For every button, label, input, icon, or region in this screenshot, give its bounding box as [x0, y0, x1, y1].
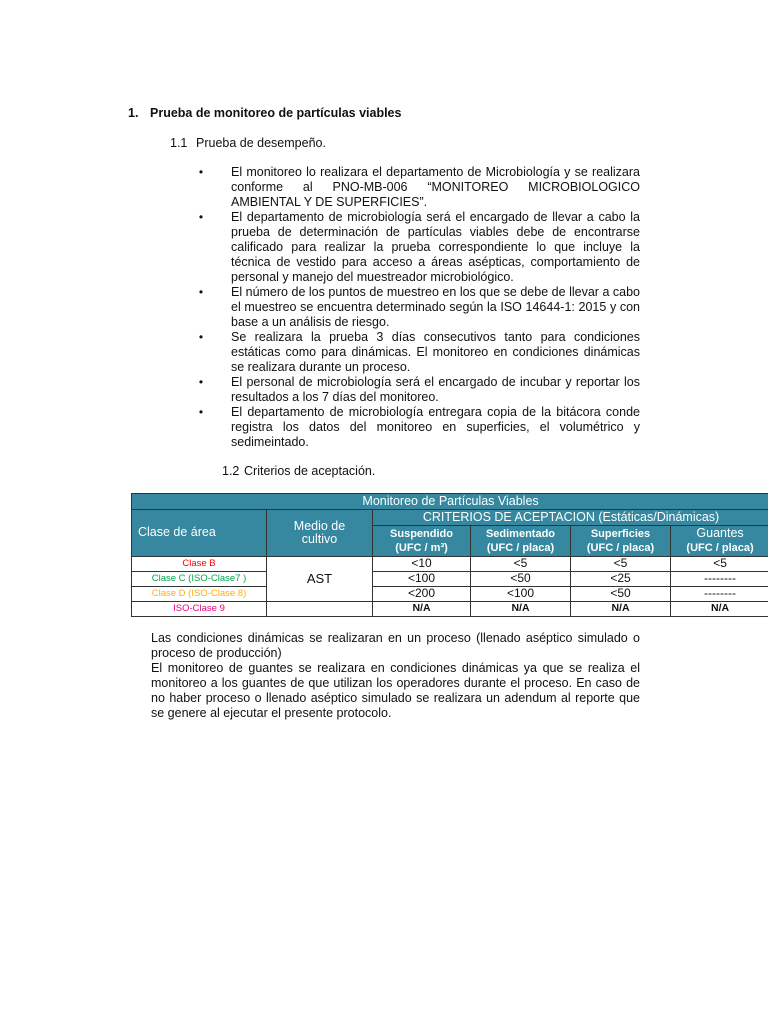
superficies-cell: <50 [571, 587, 671, 602]
list-item [196, 375, 640, 405]
list-item [196, 285, 640, 330]
medio-cell: AST [267, 557, 373, 602]
subsection-heading [170, 136, 326, 150]
notes-paragraphs [151, 631, 640, 721]
list-item [196, 210, 640, 285]
section-number: 1. [128, 106, 139, 120]
header-sedimentado [471, 526, 571, 557]
header-guantes-unit: (UFC / placa) [686, 541, 754, 554]
paragraph: Las condiciones dinámicas se realizaran en un proceso (llenado aséptico simulado o proceso de producción) [151, 631, 640, 660]
sedimentado-cell: N/A [471, 602, 571, 617]
table-row [132, 572, 768, 587]
list-item [196, 330, 640, 375]
superficies-cell: <25 [571, 572, 671, 587]
section-heading [128, 106, 401, 120]
header-guantes [671, 526, 768, 557]
list-item-text: El personal de microbiología será el encargado de incubar y reportar los resultados a los 7 días del monitoreo. [231, 375, 640, 404]
table-title: Monitoreo de Partículas Viables [132, 494, 768, 510]
suspendido-cell: N/A [373, 602, 471, 617]
bullet-icon: • [198, 405, 204, 419]
suspendido-cell: <200 [373, 587, 471, 602]
bullet-icon: • [198, 375, 204, 389]
table-header-row [132, 510, 768, 526]
clase-cell: ISO-Clase 9 [132, 602, 267, 617]
table-title-row [132, 494, 768, 510]
header-superficies-unit: (UFC / placa) [586, 542, 655, 554]
header-guantes-label: Guantes [696, 526, 744, 540]
header-superficies [571, 526, 671, 557]
subsection-number: 1.2 [222, 464, 240, 478]
bullet-icon: • [198, 165, 204, 179]
subsection-title: Criterios de aceptación. [244, 464, 376, 478]
sedimentado-cell: <50 [471, 572, 571, 587]
list-item [196, 405, 640, 450]
acceptance-criteria-table [131, 493, 768, 617]
header-medio-cultivo: Medio de cultivo [267, 510, 373, 557]
subsection-heading [222, 464, 375, 478]
suspendido-cell: <100 [373, 572, 471, 587]
guantes-cell: <5 [671, 557, 768, 572]
header-suspendido-unit: (UFC / m³) [395, 542, 448, 554]
bullet-icon: • [198, 210, 204, 224]
subsection-title: Prueba de desempeño. [196, 136, 326, 150]
table-row [132, 602, 768, 617]
clase-cell: Clase B [132, 557, 267, 572]
paragraph: El monitoreo de guantes se realizara en condiciones dinámicas ya que se realiza el monitoreo a los guantes de que utilizan los operadores durante el proceso. En caso de no haber proceso o llenado aséptico simulado se realizara un adendum al reporte que se genere al ejecutar el presente protocolo. [151, 661, 640, 720]
section-title: Prueba de monitoreo de partículas viables [150, 106, 402, 120]
list-item [196, 165, 640, 210]
sedimentado-cell: <100 [471, 587, 571, 602]
bullet-list [196, 165, 640, 450]
superficies-cell: N/A [571, 602, 671, 617]
header-sedimentado-unit: (UFC / placa) [486, 542, 555, 554]
table-row [132, 557, 768, 572]
clase-cell: Clase C (ISO-Clase7 ) [132, 572, 267, 587]
list-item-text: El departamento de microbiología entregara copia de la bitácora conde registra los datos del monitoreo en superficies, el volumétrico y sedimeintado. [231, 405, 640, 449]
header-sedimentado-label: Sedimentado [485, 527, 556, 540]
header-suspendido-label: Suspendido [390, 527, 453, 540]
subsection-number: 1.1 [170, 136, 188, 150]
list-item-text: El departamento de microbiología será el encargado de llevar a cabo la prueba de determinación de partículas viables debe de encontrarse calificado para realizar la prueba correspondiente lo que incluye la técnica de vestido para acceso a áreas asépticas, comportamiento de personal y manejo del muestreador microbiológico. [231, 210, 640, 284]
medio-empty-cell [267, 602, 373, 617]
header-clase-area: Clase de área [132, 510, 267, 557]
clase-cell: Clase D (ISO-Clase 8) [132, 587, 267, 602]
guantes-cell: -------- [671, 572, 768, 587]
bullet-icon: • [198, 330, 204, 344]
list-item-text: El monitoreo lo realizara el departamento de Microbiología y se realizara conforme al PNO-MB-006 “MONITOREO MICROBIOLOGICO AMBIENTAL Y DE SUPERFICIES”. [231, 165, 640, 209]
superficies-cell: <5 [571, 557, 671, 572]
guantes-cell: N/A [671, 602, 768, 617]
suspendido-cell: <10 [373, 557, 471, 572]
header-superficies-label: Superficies [590, 527, 651, 540]
table-row [132, 587, 768, 602]
header-suspendido [373, 526, 471, 557]
sedimentado-cell: <5 [471, 557, 571, 572]
guantes-cell: -------- [671, 587, 768, 602]
bullet-icon: • [198, 285, 204, 299]
list-item-text: Se realizara la prueba 3 días consecutivos tanto para condiciones estáticas como para dinámicas. El monitoreo en condiciones dinámicas se realizara durante un proceso. [231, 330, 640, 374]
header-criterios: CRITERIOS DE ACEPTACION (Estáticas/Dinámicas) [373, 510, 768, 526]
list-item-text: El número de los puntos de muestreo en los que se debe de llevar a cabo el muestreo se encuentra determinado según la ISO 14644-1: 2015 y con base a un análisis de riesgo. [231, 285, 640, 329]
